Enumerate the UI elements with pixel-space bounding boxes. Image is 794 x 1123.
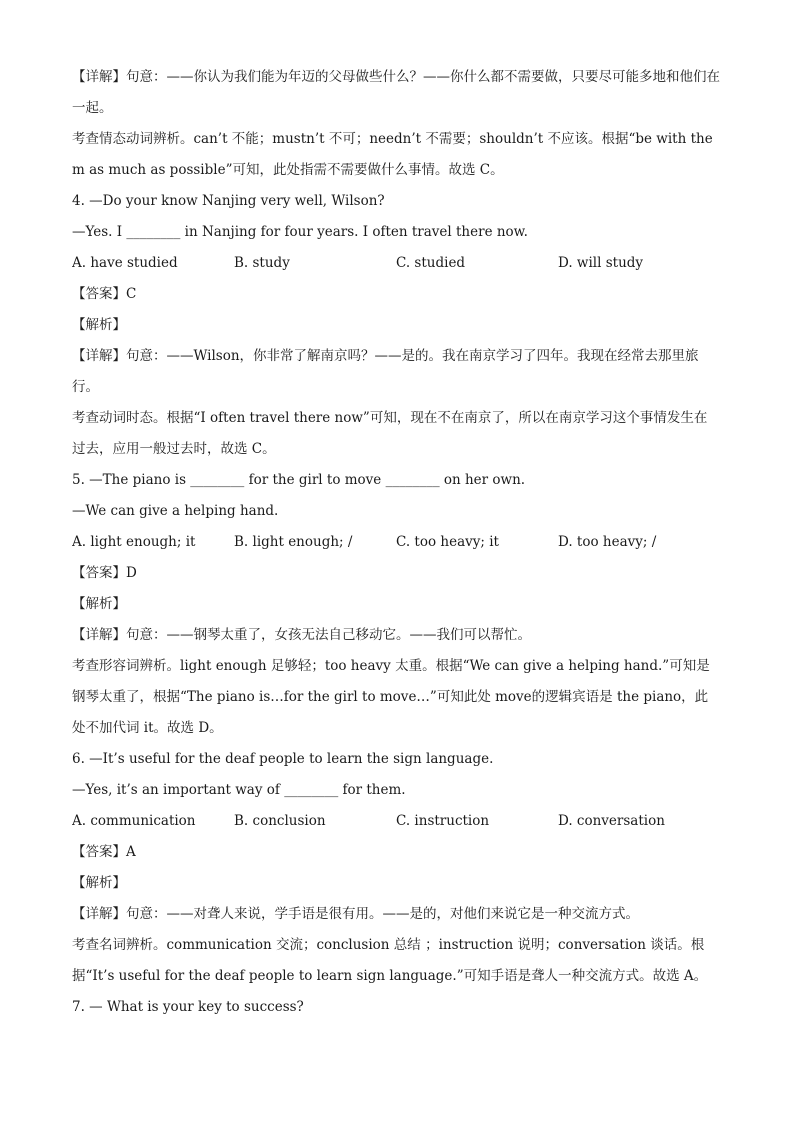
option-a: A. communication xyxy=(72,813,196,829)
option-d: D. will study xyxy=(558,255,644,271)
answer-label: 【答案】A xyxy=(72,844,136,860)
question-4-response: —Yes. I ________ in Nanjing for four years. I often travel there now. xyxy=(72,224,528,240)
question-6-response: —Yes, it’s an important way of ________ for them. xyxy=(72,782,406,798)
analysis-label: 【解析】 xyxy=(72,317,126,333)
option-b: B. study xyxy=(234,255,290,271)
analysis-paragraph: 考查动词时态。根据“I often travel there now”可知，现在不在南京了，所以在南京学习这个事情发生在过去，应用一般过去时，故选 C。 xyxy=(72,410,708,457)
option-d: D. too heavy; / xyxy=(558,534,657,550)
question-6-stem: 6. —It’s useful for the deaf people to learn the sign language. xyxy=(72,751,494,767)
question-7-stem: 7. — What is your key to success? xyxy=(72,999,304,1015)
answer-label: 【答案】C xyxy=(72,286,137,302)
question-5-options xyxy=(72,527,720,558)
question-5-stem: 5. —The piano is ________ for the girl to move ________ on her own. xyxy=(72,472,526,488)
option-c: C. too heavy; it xyxy=(396,534,499,550)
option-c: C. instruction xyxy=(396,813,490,829)
option-b: B. light enough; / xyxy=(234,534,353,550)
option-b: B. conclusion xyxy=(234,813,326,829)
explanation-paragraph: 【详解】句意：——你认为我们能为年迈的父母做些什么？——你什么都不需要做，只要尽可能多地和他们在一起。 xyxy=(72,69,720,116)
analysis-label: 【解析】 xyxy=(72,596,126,612)
option-d: D. conversation xyxy=(558,813,665,829)
question-5-response: —We can give a helping hand. xyxy=(72,503,279,519)
answer-label: 【答案】D xyxy=(72,565,137,581)
question-6-options xyxy=(72,806,720,837)
analysis-paragraph: 考查情态动词辨析。can’t 不能；mustn’t 不可；needn’t 不需要；shouldn’t 不应该。根据“be with them as much as possible”可知，此处指需不需要做什么事情。故选 C。 xyxy=(72,131,713,178)
explanation-paragraph: 【详解】句意：——钢琴太重了，女孩无法自己移动它。——我们可以帮忙。 xyxy=(72,627,531,643)
option-a: A. have studied xyxy=(72,255,178,271)
analysis-label: 【解析】 xyxy=(72,875,126,891)
question-4-options xyxy=(72,248,720,279)
analysis-paragraph: 考查名词辨析。communication 交流；conclusion 总结 ；instruction 说明；conversation 谈话。根据“It’s useful for the deaf people to learn sign language.”可知手语是聋人一种交流方式。故选 A。 xyxy=(72,937,708,984)
analysis-paragraph: 考查形容词辨析。light enough 足够轻；too heavy 太重。根据“We can give a helping hand.”可知是钢琴太重了，根据“The piano is…for the girl to move…”可知此处 move的逻辑宾语是 the piano，此处不加代词 it。故选 D。 xyxy=(72,658,710,736)
question-4-stem: 4. —Do your know Nanjing very well, Wilson? xyxy=(72,193,385,209)
document-page xyxy=(72,62,720,1023)
explanation-paragraph: 【详解】句意：——Wilson，你非常了解南京吗？——是的。我在南京学习了四年。我现在经常去那里旅行。 xyxy=(72,348,699,395)
option-c: C. studied xyxy=(396,255,466,271)
option-a: A. light enough; it xyxy=(72,534,196,550)
explanation-paragraph: 【详解】句意：——对聋人来说，学手语是很有用。——是的，对他们来说它是一种交流方式。 xyxy=(72,906,639,922)
